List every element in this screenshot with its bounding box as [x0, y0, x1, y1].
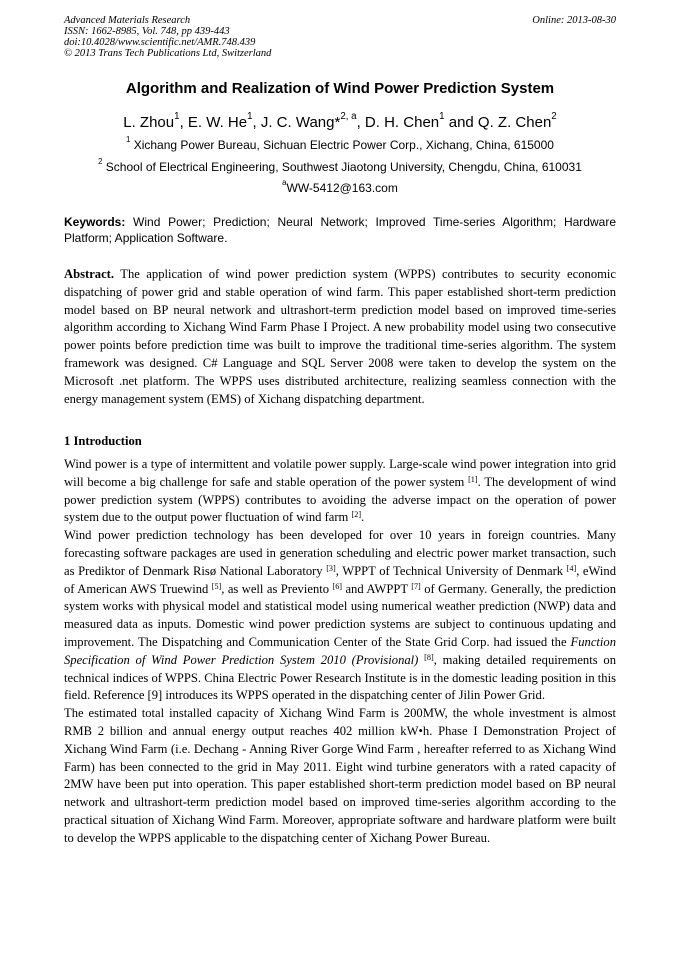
section-heading: 1 Introduction: [64, 434, 142, 448]
text-run: and AWPPT: [342, 581, 412, 596]
text-run: Wind power is a type of intermittent and volatile power supply. Large-scale wind power integration into grid will become a big challenge for safe and stable operation of the power system: [64, 457, 616, 489]
author-name: and Q. Z. Chen: [444, 114, 552, 131]
author-affil: 1: [174, 111, 180, 122]
text-run: of Germany. Generally, the prediction system works with physical model and statistical model using numerical weather prediction (NWP) data and measured data as inputs. Domestic wind power prediction systems are subject to continuous updating and improvement. The Dispatching and Communication Center of the State Grid Corp. had issued the: [64, 581, 616, 649]
text-run: , making detailed requirements on technical indices of WPPS. China Electric Power Research Institute is in the domestic leading position in this field. Reference [9] introduces its WPPS operated in the dispatching center of Jilin Power Grid.: [64, 652, 616, 703]
affil-text: School of Electrical Engineering, Southwest Jiaotong University, Chengdu, China, 610031: [102, 160, 582, 174]
paragraph: [64, 456, 616, 527]
abstract: [64, 266, 616, 408]
citation: [1]: [468, 474, 478, 484]
text-run: Wind power prediction technology has been developed for over 10 years in foreign countries. Many forecasting software packages are used in generation scheduling and electric power market transaction, such as Prediktor of Denmark Risø National Laboratory: [64, 528, 616, 578]
affil-number: 1: [126, 135, 131, 144]
affil-text: Xichang Power Bureau, Sichuan Electric Power Corp., Xichang, China, 615000: [130, 138, 554, 152]
journal-name: Advanced Materials Research: [64, 15, 191, 26]
author-name: , E. W. He: [179, 114, 248, 131]
journal-issn: ISSN: 1662-8985, Vol. 748, pp 439-443: [64, 26, 230, 37]
email-marker: a: [282, 178, 287, 187]
journal-copyright: © 2013 Trans Tech Publications Ltd, Switzerland: [64, 48, 272, 59]
journal-doi: doi:10.4028/www.scientific.net/AMR.748.439: [64, 37, 256, 48]
citation: [6]: [332, 581, 343, 591]
journal-header: [64, 15, 616, 59]
citation: [4]: [566, 563, 577, 573]
author-name: , J. C. Wang*: [252, 114, 341, 131]
introduction-body: [64, 456, 616, 848]
paragraph: The estimated total installed capacity of Xichang Wind Farm is 200MW, the whole investment is almost RMB 2 billion and annual energy output reaches 402 million kW•h. Phase I Demonstration Project of Xichang Wind Farm (i.e. Dechang - Anning River Gorge Wind Farm , hereafter referred to as Xichang Wind Farm) has been connected to the grid in May 2011. Eight wind turbine generators with a rated capacity of 2MW have been put into operation. This paper established short-term prediction model based on BP neural network and ultrashort-term prediction model based on improved time-series algorithm according to the practical situation of Xichang Wind Farm. Moreover, appropriate software and hardware platform were built to develop the WPPS applicable to the dispatching center of Xichang Power Bureau.: [64, 706, 616, 845]
keywords: [64, 215, 616, 246]
italic-title: Function Specification of Wind Power Prediction System 2010 (Provisional): [64, 634, 616, 667]
text-run: , WPPT of Technical University of Denmark: [335, 563, 567, 578]
text-run: , eWind of American AWS Truewind: [64, 563, 616, 596]
author-affil: 1: [439, 111, 445, 122]
paper-title: Algorithm and Realization of Wind Power Prediction System: [125, 80, 555, 97]
affiliation-2: [64, 157, 616, 174]
abstract-text: The application of wind power prediction system (WPPS) contributes to security economic dispatching of power grid and stable operation of wind farm. This paper established short-term prediction model based on BP neural network and ultrashort-term prediction model based on improved time-series algorithm according to Xichang Wind Farm Phase I Project. A new probability model using two consecutive power points before prediction time was built to improve the traditional time-series algorithm. The system framework was designed. C# Language and SQL Server 2008 were taken to develop the system on the Microsoft .net platform. The WPPS uses distributed architecture, realizing seamless connection with the energy management system (EMS) of Xichang dispatching department.: [64, 267, 616, 406]
online-date: Online: 2013-08-30: [532, 15, 616, 26]
keywords-text: Wind Power; Prediction; Neural Network; Improved Time-series Algorithm; Hardware Platform; Application Software.: [64, 215, 616, 245]
citation: [5]: [211, 581, 222, 591]
text-run: . The development of wind power prediction system (WPPS) contributes to avoiding the adverse impact on the operation of power system due to the output power fluctuation of wind farm: [64, 474, 616, 525]
keywords-label: Keywords:: [64, 215, 126, 229]
text-run: .: [361, 510, 365, 525]
citation: [2]: [351, 510, 362, 520]
author-name: , D. H. Chen: [356, 114, 440, 131]
text-run: , as well as Previento: [221, 581, 333, 596]
paragraph: [64, 527, 616, 705]
corresponding-email: [64, 178, 616, 195]
affiliation-1: [64, 135, 616, 152]
abstract-label: Abstract.: [64, 267, 115, 281]
author-affil: 2, a: [340, 111, 357, 122]
author-name: L. Zhou: [123, 114, 175, 131]
citation: [8]: [424, 652, 434, 662]
citation: [7]: [411, 581, 421, 591]
email-text: WW-5412@163.com: [286, 181, 398, 195]
author-affil: 1: [247, 111, 253, 122]
affil-number: 2: [98, 157, 103, 166]
author-affil: 2: [551, 111, 557, 122]
author-list: [64, 111, 616, 131]
citation: [3]: [326, 563, 336, 573]
